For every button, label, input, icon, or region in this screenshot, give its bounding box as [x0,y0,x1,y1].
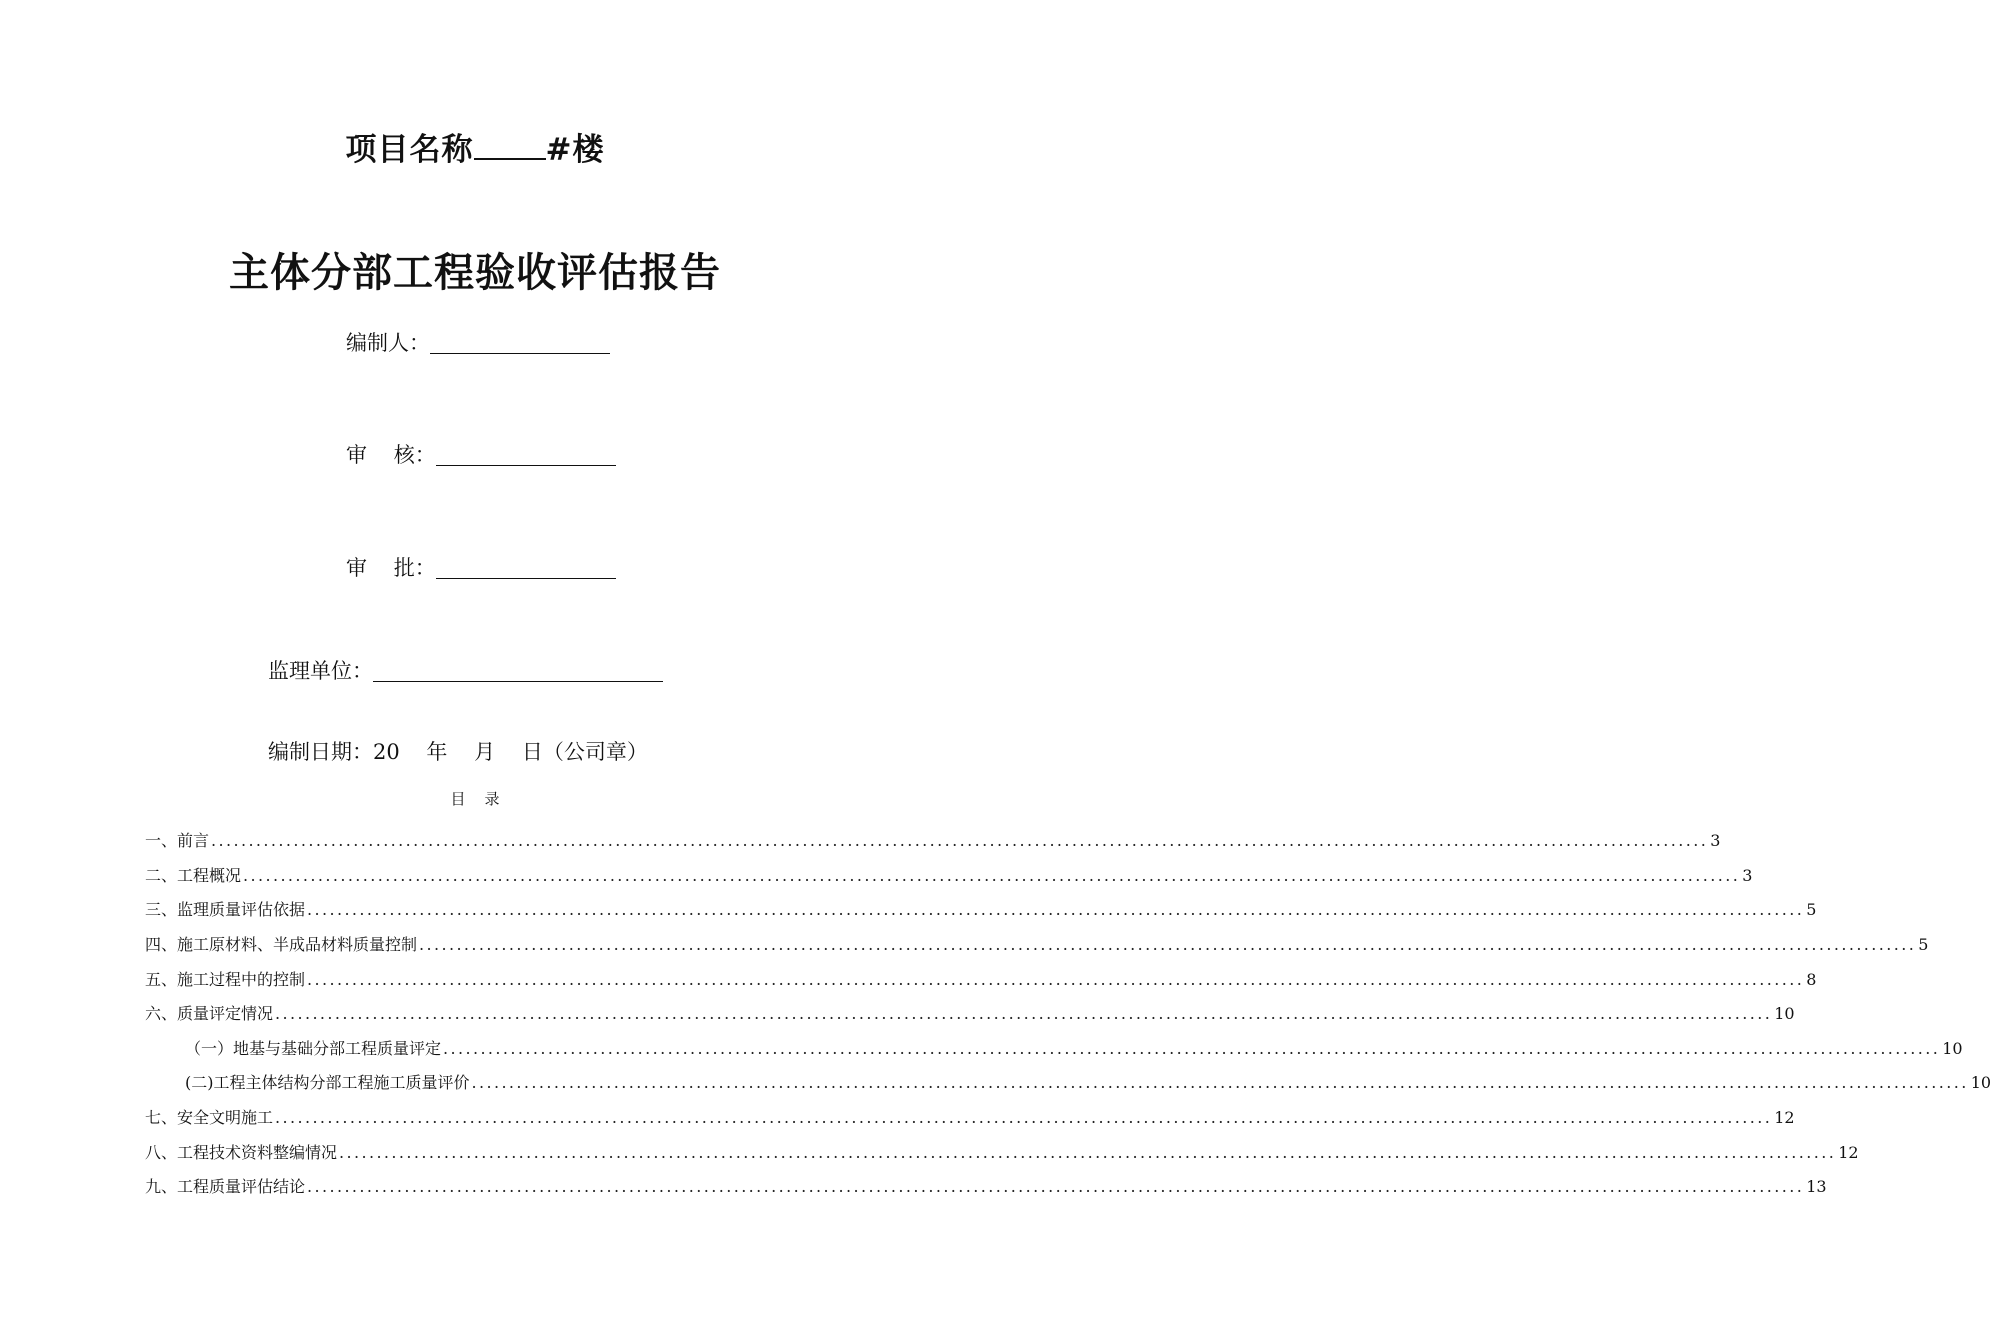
toc-entry-text: 二、工程概况 [145,865,242,885]
toc-entry[interactable] [145,962,1817,997]
toc-page-number: 5 [1806,900,1817,920]
reviewer-label: 审 核： [346,443,436,467]
toc-page-number: 10 [1970,1073,1991,1093]
toc-dot-leader: ........................................................................................................................................................................................................ [243,865,1741,885]
toc-title: 目 录 [450,790,500,808]
toc-entry-text: 五、施工过程中的控制 [145,969,306,989]
project-title [0,128,950,172]
toc-entry-text: （一）地基与基础分部工程质量评定 [185,1038,442,1058]
table-of-contents [145,824,1991,1205]
supervision-unit-line [373,659,663,682]
toc-dot-leader: ........................................................................................................................................................................................................ [339,1142,1837,1162]
project-name-blank [474,128,546,160]
toc-page-number: 5 [1918,935,1929,955]
toc-entry-text: 七、安全文明施工 [145,1108,274,1128]
compiler-row [346,328,610,358]
toc-dot-leader: ........................................................................................................................................................................................................ [307,1177,1805,1197]
toc-dot-leader: ........................................................................................................................................................................................................ [307,969,1805,989]
toc-dot-leader: ........................................................................................................................................................................................................ [211,831,1709,851]
approver-row [346,553,616,583]
toc-page-number: 10 [1942,1038,1963,1058]
toc-entry[interactable] [145,1135,1859,1170]
toc-entry[interactable] [145,997,1795,1032]
toc-entry-text: 四、施工原材料、半成品材料质量控制 [145,935,418,955]
toc-entry-text: (二)工程主体结构分部工程施工质量评价 [185,1073,470,1093]
supervision-unit-label: 监理单位： [268,659,373,683]
report-title: 主体分部工程验收评估报告 [229,250,721,296]
toc-entry[interactable] [145,859,1753,894]
toc-entry[interactable] [145,1032,1963,1067]
toc-entry[interactable] [145,1170,1827,1205]
compile-date-line: 编制日期：20 年 月 日（公司章） [268,740,648,764]
project-title-prefix: 项目名称 [345,132,474,168]
toc-page-number: 8 [1806,969,1817,989]
toc-entry-text: 九、工程质量评估结论 [145,1177,306,1197]
toc-dot-leader: ........................................................................................................................................................................................................ [275,1004,1773,1024]
approver-label: 审 批： [346,556,436,580]
toc-entry[interactable] [145,893,1817,928]
toc-dot-leader: ........................................................................................................................................................................................................ [471,1073,1969,1093]
toc-page-number: 13 [1806,1177,1827,1197]
toc-entry[interactable] [145,1101,1795,1136]
toc-page-number: 3 [1742,865,1753,885]
toc-dot-leader: ........................................................................................................................................................................................................ [307,900,1805,920]
toc-entry-text: 一、前言 [145,831,210,851]
reviewer-signature-line [436,443,616,466]
toc-entry[interactable] [145,1066,1991,1101]
toc-page-number: 10 [1774,1004,1795,1024]
toc-page-number: 3 [1710,831,1721,851]
toc-entry-text: 三、监理质量评估依据 [145,900,306,920]
toc-dot-leader: ........................................................................................................................................................................................................ [443,1038,1941,1058]
project-title-suffix: #楼 [545,132,605,168]
compiler-signature-line [430,331,610,354]
reviewer-row [346,440,616,470]
compiler-label: 编制人： [346,331,430,355]
approver-signature-line [436,556,616,579]
toc-dot-leader: ........................................................................................................................................................................................................ [275,1108,1773,1128]
toc-entry-text: 八、工程技术资料整编情况 [145,1142,338,1162]
toc-entry[interactable] [145,824,1721,859]
toc-dot-leader: ........................................................................................................................................................................................................ [419,935,1917,955]
toc-entry-text: 六、质量评定情况 [145,1004,274,1024]
toc-page-number: 12 [1838,1142,1859,1162]
toc-entry[interactable] [145,928,1929,963]
supervision-unit-row [268,656,663,686]
toc-page-number: 12 [1774,1108,1795,1128]
